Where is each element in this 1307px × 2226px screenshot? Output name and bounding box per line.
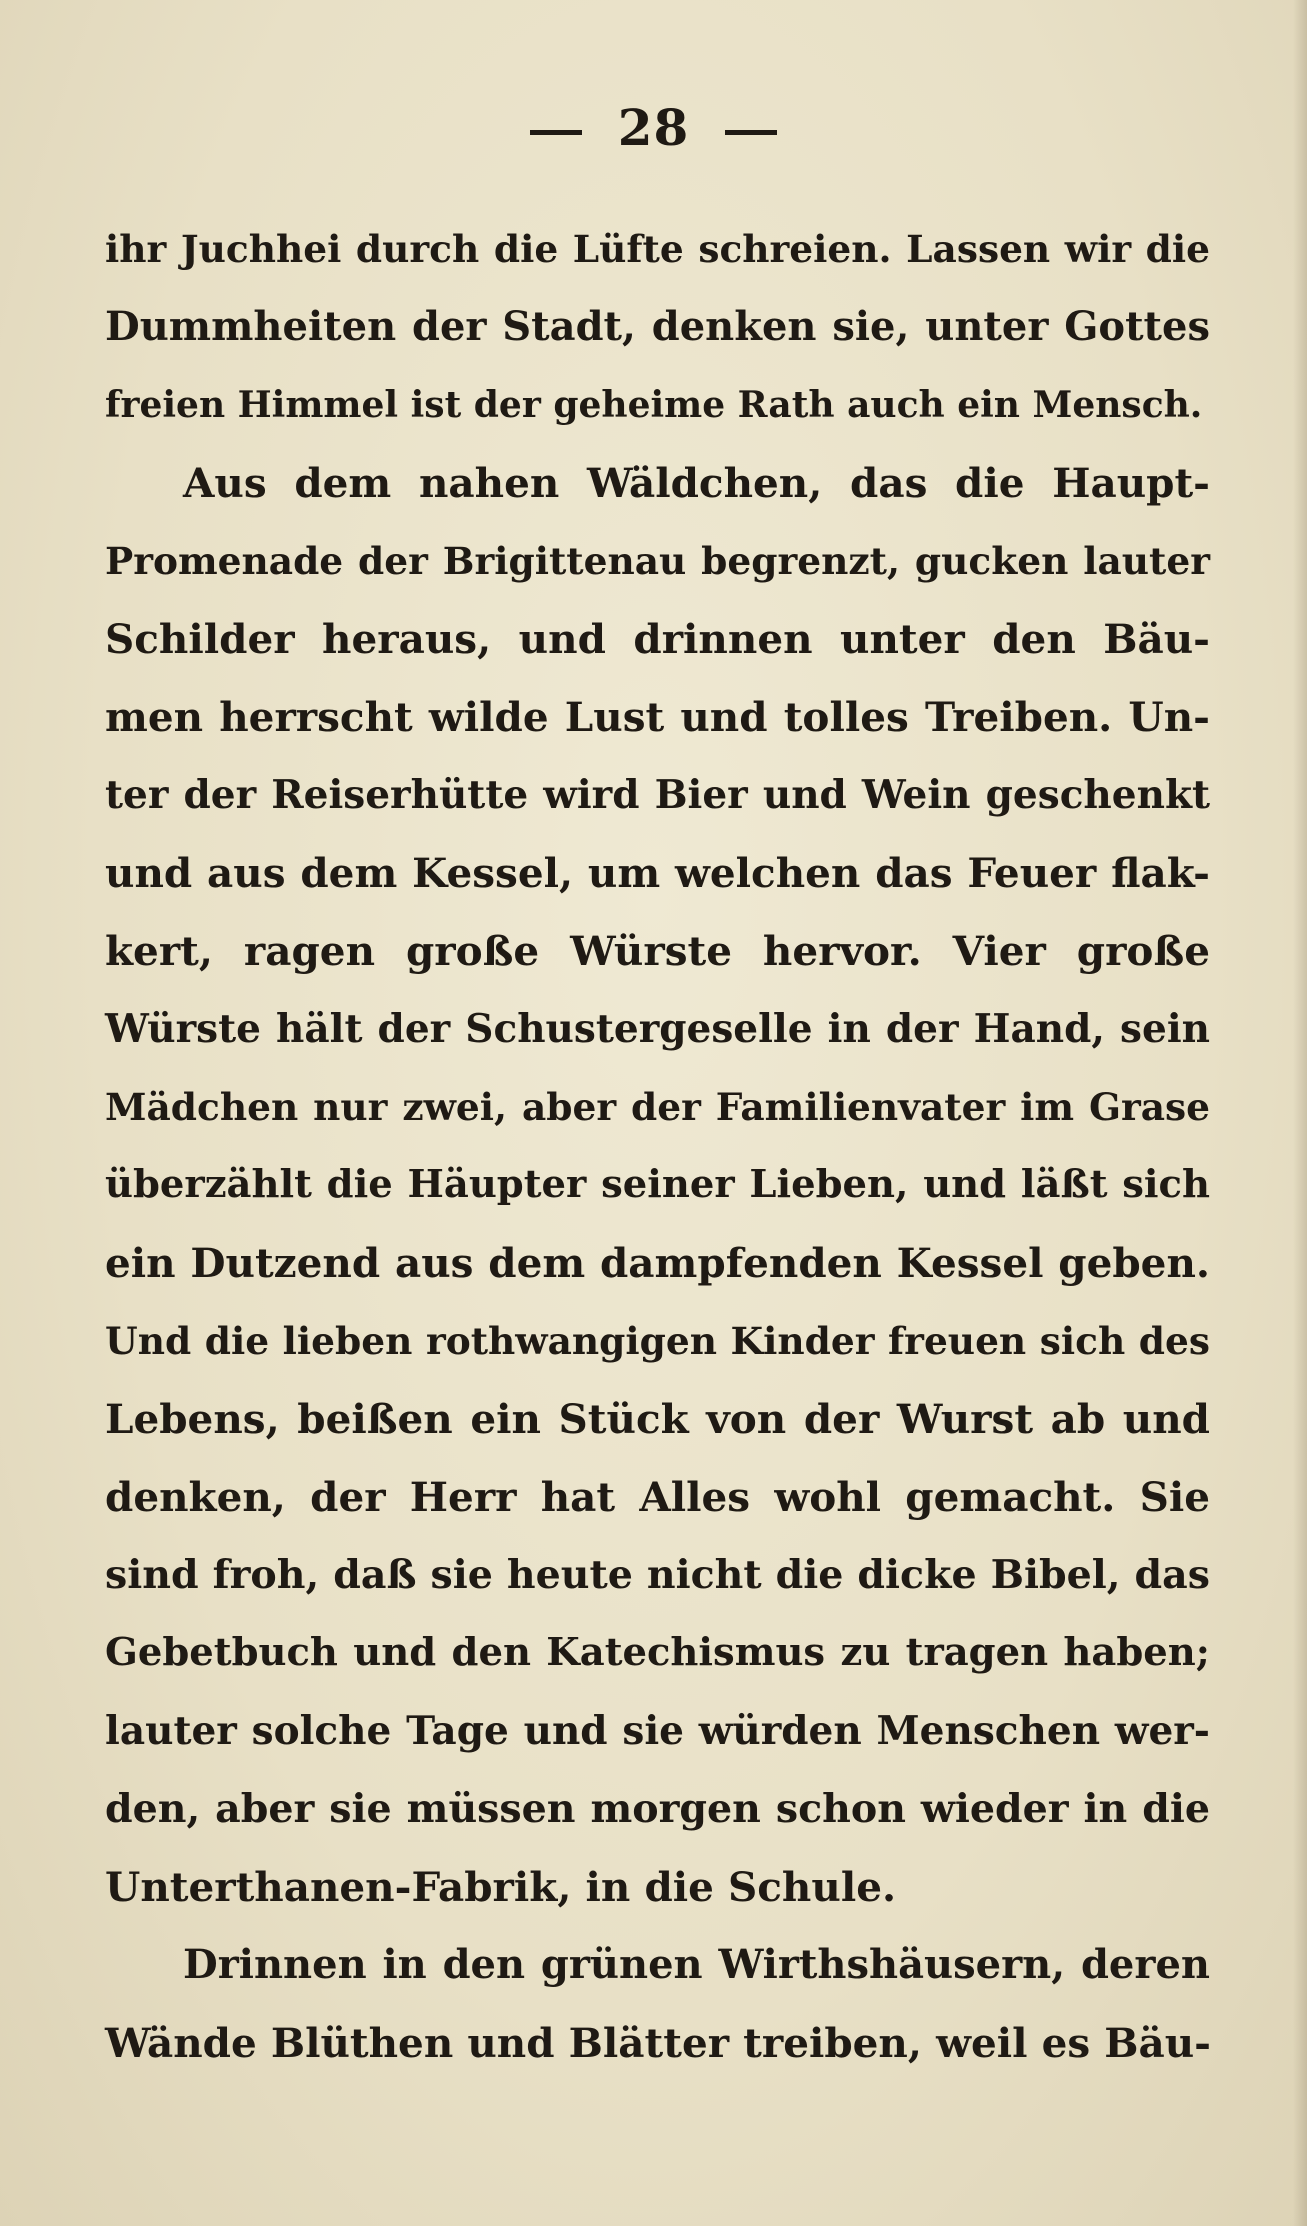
page-number: 28 [617, 98, 690, 157]
text-line: ter der Reiserhütte wird Bier und Wein geschenkt [105, 772, 1210, 818]
header-dash-right [725, 130, 777, 135]
text-line: Promenade der Brigittenau begrenzt, gucken lauter [105, 539, 1210, 583]
text-line: Und die lieben rothwangigen Kinder freuen sich des [105, 1319, 1210, 1363]
page-edge-shadow [1293, 0, 1307, 2226]
text-line: Dummheiten der Stadt, denken sie, unter Gottes [105, 303, 1210, 350]
text-line: überzählt die Häupter seiner Lieben, und läßt sich [105, 1162, 1210, 1207]
text-line: Aus dem nahen Wäldchen, das die Haupt- [183, 459, 1210, 507]
page-header [0, 98, 1307, 157]
text-line: ein Dutzend aus dem dampfenden Kessel geben. [105, 1239, 1210, 1287]
header-dash-left [530, 130, 582, 135]
text-line: Gebetbuch und den Katechismus zu tragen haben; [105, 1630, 1210, 1675]
text-line: sind froh, daß sie heute nicht die dicke Bibel, das [105, 1552, 1210, 1598]
text-line: und aus dem Kessel, um welchen das Feuer flak- [105, 849, 1210, 897]
text-line: kert, ragen große Würste hervor. Vier große [105, 927, 1210, 975]
text-line: lauter solche Tage und sie würden Menschen wer- [105, 1708, 1210, 1754]
text-line: Schilder heraus, und drinnen unter den Bäu- [105, 615, 1210, 663]
text-line: Wände Blüthen und Blätter treiben, weil es Bäu- [105, 2019, 1211, 2067]
text-line: Mädchen nur zwei, aber der Familienvater im Grase [105, 1085, 1210, 1129]
text-line: Würste hält der Schustergeselle in der Hand, sein [105, 1006, 1210, 1052]
text-line: denken, der Herr hat Alles wohl gemacht. Sie [105, 1473, 1210, 1521]
body-text [105, 210, 1210, 2082]
text-line: freien Himmel ist der geheime Rath auch ein Mensch. [105, 384, 1203, 426]
text-line: Lebens, beißen ein Stück von der Wurst ab und [105, 1395, 1210, 1443]
text-line: men herrscht wilde Lust und tolles Treiben. Un- [105, 693, 1210, 741]
text-line: Unterthanen-Fabrik, in die Schule. [105, 1863, 897, 1911]
text-line: ihr Juchhei durch die Lüfte schreien. Lassen wir die [105, 227, 1210, 271]
text-line: den, aber sie müssen morgen schon wieder in die [105, 1786, 1210, 1832]
text-line: Drinnen in den grünen Wirthshäusern, deren [183, 1941, 1210, 1988]
